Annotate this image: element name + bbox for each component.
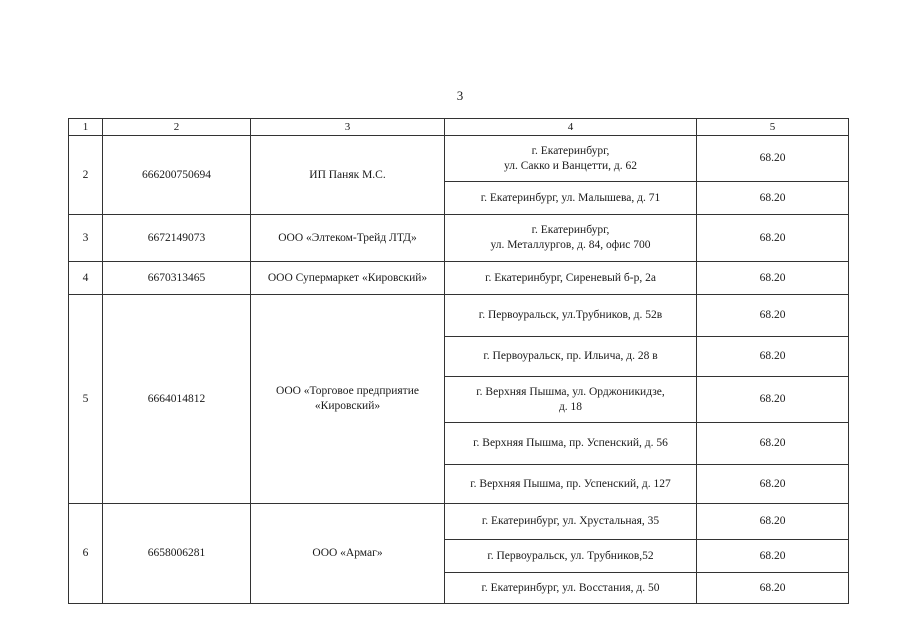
registry-table xyxy=(68,118,849,604)
table-row xyxy=(69,295,849,337)
header-cell: 4 xyxy=(445,119,697,136)
inn-cell: 6672149073 xyxy=(103,215,251,262)
address-cell: г. Верхняя Пышма, ул. Орджоникидзе, д. 18 xyxy=(445,377,697,423)
organization-name-cell: ООО «Армаг» xyxy=(251,504,445,604)
address-cell: г. Первоуральск, пр. Ильича, д. 28 в xyxy=(445,337,697,377)
activity-code-cell: 68.20 xyxy=(697,182,849,215)
header-cell: 3 xyxy=(251,119,445,136)
activity-code-cell: 68.20 xyxy=(697,465,849,504)
address-cell: г. Первоуральск, ул.Трубников, д. 52в xyxy=(445,295,697,337)
header-cell: 5 xyxy=(697,119,849,136)
activity-code-cell: 68.20 xyxy=(697,504,849,540)
organization-name-cell: ООО «Торговое предприятие «Кировский» xyxy=(251,295,445,504)
organization-name-cell: ООО «Элтеком-Трейд ЛТД» xyxy=(251,215,445,262)
row-number-cell: 6 xyxy=(69,504,103,604)
address-cell: г. Екатеринбург, ул. Хрустальная, 35 xyxy=(445,504,697,540)
organization-name-cell: ИП Паняк М.С. xyxy=(251,136,445,215)
activity-code-cell: 68.20 xyxy=(697,136,849,182)
table-row xyxy=(69,215,849,262)
activity-code-cell: 68.20 xyxy=(697,215,849,262)
row-number-cell: 5 xyxy=(69,295,103,504)
inn-cell: 666200750694 xyxy=(103,136,251,215)
header-cell: 1 xyxy=(69,119,103,136)
activity-code-cell: 68.20 xyxy=(697,377,849,423)
row-number-cell: 2 xyxy=(69,136,103,215)
address-cell: г. Верхняя Пышма, пр. Успенский, д. 56 xyxy=(445,423,697,465)
table-row xyxy=(69,136,849,182)
address-cell: г. Екатеринбург, ул. Металлургов, д. 84, офис 700 xyxy=(445,215,697,262)
address-cell: г. Екатеринбург, ул. Восстания, д. 50 xyxy=(445,573,697,604)
address-cell: г. Екатеринбург, ул. Сакко и Ванцетти, д. 62 xyxy=(445,136,697,182)
activity-code-cell: 68.20 xyxy=(697,573,849,604)
row-number-cell: 4 xyxy=(69,262,103,295)
activity-code-cell: 68.20 xyxy=(697,262,849,295)
table-row xyxy=(69,262,849,295)
table-header-row xyxy=(69,119,849,136)
address-cell: г. Екатеринбург, Сиреневый б-р, 2а xyxy=(445,262,697,295)
inn-cell: 6658006281 xyxy=(103,504,251,604)
row-number-cell: 3 xyxy=(69,215,103,262)
header-cell: 2 xyxy=(103,119,251,136)
activity-code-cell: 68.20 xyxy=(697,423,849,465)
activity-code-cell: 68.20 xyxy=(697,337,849,377)
page-number: 3 xyxy=(456,88,464,103)
address-cell: г. Екатеринбург, ул. Малышева, д. 71 xyxy=(445,182,697,215)
address-cell: г. Верхняя Пышма, пр. Успенский, д. 127 xyxy=(445,465,697,504)
inn-cell: 6664014812 xyxy=(103,295,251,504)
address-cell: г. Первоуральск, ул. Трубников,52 xyxy=(445,540,697,573)
table-row xyxy=(69,504,849,540)
activity-code-cell: 68.20 xyxy=(697,540,849,573)
activity-code-cell: 68.20 xyxy=(697,295,849,337)
inn-cell: 6670313465 xyxy=(103,262,251,295)
organization-name-cell: ООО Супермаркет «Кировский» xyxy=(251,262,445,295)
